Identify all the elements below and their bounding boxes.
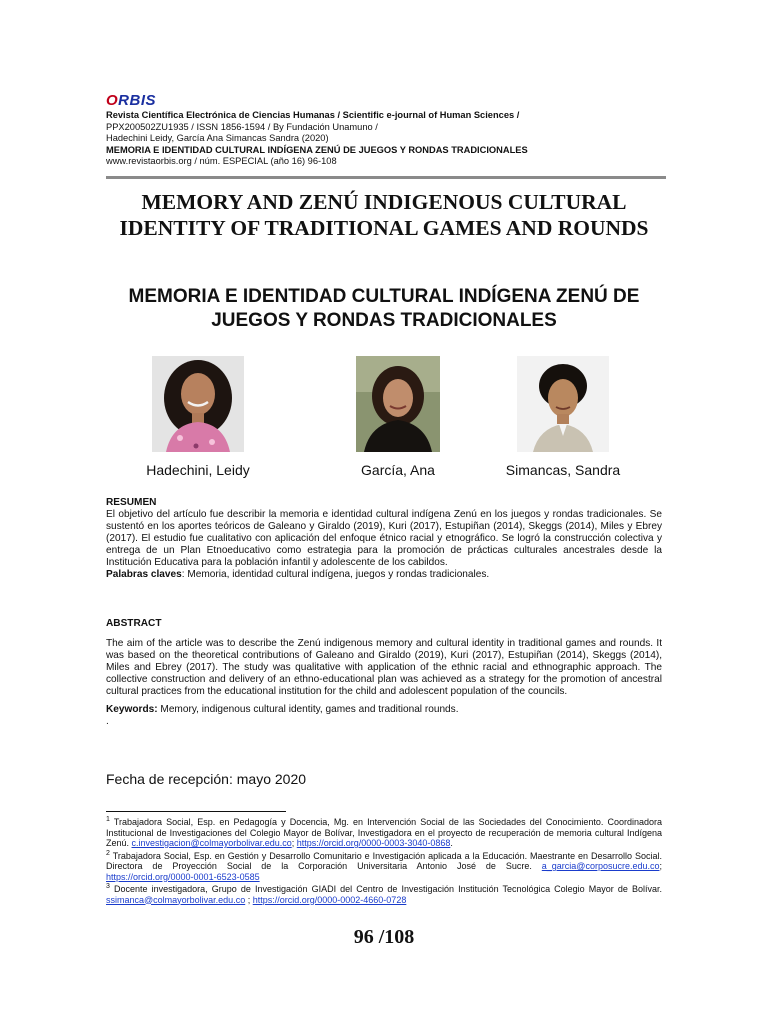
journal-header	[106, 92, 666, 168]
citation-title: MEMORIA E IDENTIDAD CULTURAL INDÍGENA ZENÚ DE JUEGOS Y RONDAS TRADICIONALES	[106, 144, 528, 155]
resumen-text: El objetivo del artículo fue describir la memoria e identidad cultural indígena Zenú en los juegos y rondas tradicionales. Se sustentó en los aportes teóricos de Galeano y Giraldo (2019), Kuri (2017), Estupiñan (2014), Skeggs (2014), Miles y Ebrey (2017). El estudio fue cualitativo con aplicación del enfoque étnico racial y etnográfico. Se logró la construcción colectiva y entrega de un Plan Etnoeducativo como estrategia para la promoción de prácticas culturales ancestrales desde la Institución Educativa para la población infantil y adolescente de los cabildos.	[106, 509, 662, 568]
author-card-garcia	[328, 356, 468, 479]
footnote-1: $^1$ Trabajadora Social, Esp. en Pedagogía y Docencia, Mg. en Intervención Social de las Sociedades del Conocimiento. Coordinadora Institucional de Investigaciones del Colegio Mayor de Bolívar, Investigadora en el proyecto de recuperación de memoria cultural Indígena Zenú. c.investigacion@colmayorbolivar.edu.co; https://orcid.org/0000-0003-3040-0868.	[106, 816, 662, 848]
author-name-garcia: García, Ana	[361, 462, 435, 478]
citation-authors: Hadechini Leidy, García Ana Simancas Sandra (2020)	[106, 133, 329, 143]
abstract-section	[106, 618, 662, 728]
orcid-link[interactable]: https://orcid.org/0000-0001-6523-0585	[106, 871, 260, 882]
reception-date: Fecha de recepción: mayo 2020	[106, 771, 307, 787]
page-number: 96 /108	[353, 926, 415, 948]
resumen-heading: RESUMEN	[106, 497, 157, 508]
article-title-spanish: MEMORIA E IDENTIDAD CULTURAL INDÍGENA ZENÚ DE JUEGOS Y RONDAS TRADICIONALES	[128, 286, 640, 331]
keywords-label: Keywords:	[106, 704, 158, 715]
palabras-claves-text: : Memoria, identidad cultural indígena, juegos y rondas tradicionales.	[181, 569, 490, 580]
author-card-hadechini	[128, 356, 268, 479]
author-name-simancas: Simancas, Sandra	[505, 462, 621, 478]
orcid-link[interactable]: https://orcid.org/0000-0003-3040-0868	[296, 838, 451, 848]
footnote-2: $^2$ Trabajadora Social, Esp. en Gestión y Desarrollo Comunitario e Investigación aplicada a la Educación. Maestrante en Desarrollo Social. Directora de Proyección Social de la Corporación Universitaria Antonio José de Sucre. a_garcia@corposucre.edu.co; https://orcid.org/0000-0001-6523-0585	[106, 849, 662, 882]
journal-issn: PPX200502ZU1935 / ISSN 1856-1594 / By Fundación Unamuno /	[106, 121, 378, 132]
author-photo-garcia	[356, 356, 440, 452]
abstract-text: The aim of the article was to describe the Zenú indigenous memory and cultural identity in traditional games and rounds. It was based on the theoretical contributions of Galeano and Giraldo (2019), Kuri (2017), Estupiñan (2014), Skeggs (2014), Miles and Ebrey (2017). The study was qualitative with application of the ethnic racial and ethnographic approach. The collective construction and delivery of an ethno-educational plan was achieved as a strategy for the promotion of ancestral cultural practices from the educational institution for the child and adolescent population of the councils.	[106, 638, 662, 697]
email-link[interactable]: ssimanca@colmayorbolivar.edu.co	[106, 894, 246, 905]
resumen-section	[106, 497, 662, 581]
stray-dot: .	[106, 716, 109, 727]
palabras-claves-label: Palabras claves	[106, 569, 182, 580]
footnote-3: $^3$ Docente investigadora, Grupo de Investigación GIADI del Centro de Investigación Institución Tecnológica Colegio Mayor de Bolívar. ssimanca@colmayorbolivar.edu.co ; https://orcid.org/0000-0002-4660-0728	[106, 883, 662, 905]
email-link[interactable]: c.investigacion@colmayorbolivar.edu.co	[131, 838, 292, 848]
palabras-claves	[106, 569, 662, 581]
keywords	[106, 704, 662, 716]
journal-name: Revista Científica Electrónica de Ciencias Humanas / Scientific e-journal of Human Sciences /	[106, 110, 520, 120]
keywords-text: Memory, indigenous cultural identity, games and traditional rounds.	[157, 704, 459, 715]
orbis-logo: ORBIS	[106, 92, 157, 109]
journal-website: www.revistaorbis.org / núm. ESPECIAL (año 16) 96-108	[106, 156, 337, 166]
orcid-link[interactable]: https://orcid.org/0000-0002-4660-0728	[252, 894, 407, 905]
header-divider	[106, 176, 666, 179]
author-card-simancas	[493, 356, 633, 479]
article-title-english: MEMORY AND ZENÚ INDIGENOUS CULTURAL IDENTITY OF TRADITIONAL GAMES AND ROUNDS	[119, 190, 649, 240]
footnote-divider	[106, 811, 286, 812]
author-photo-simancas	[517, 356, 609, 452]
author-photo-hadechini	[152, 356, 244, 452]
footnotes	[106, 815, 662, 905]
abstract-heading: ABSTRACT	[106, 618, 162, 629]
author-name-hadechini: Hadechini, Leidy	[146, 462, 250, 478]
email-link[interactable]: a_garcia@corposucre.edu.co	[541, 861, 660, 871]
